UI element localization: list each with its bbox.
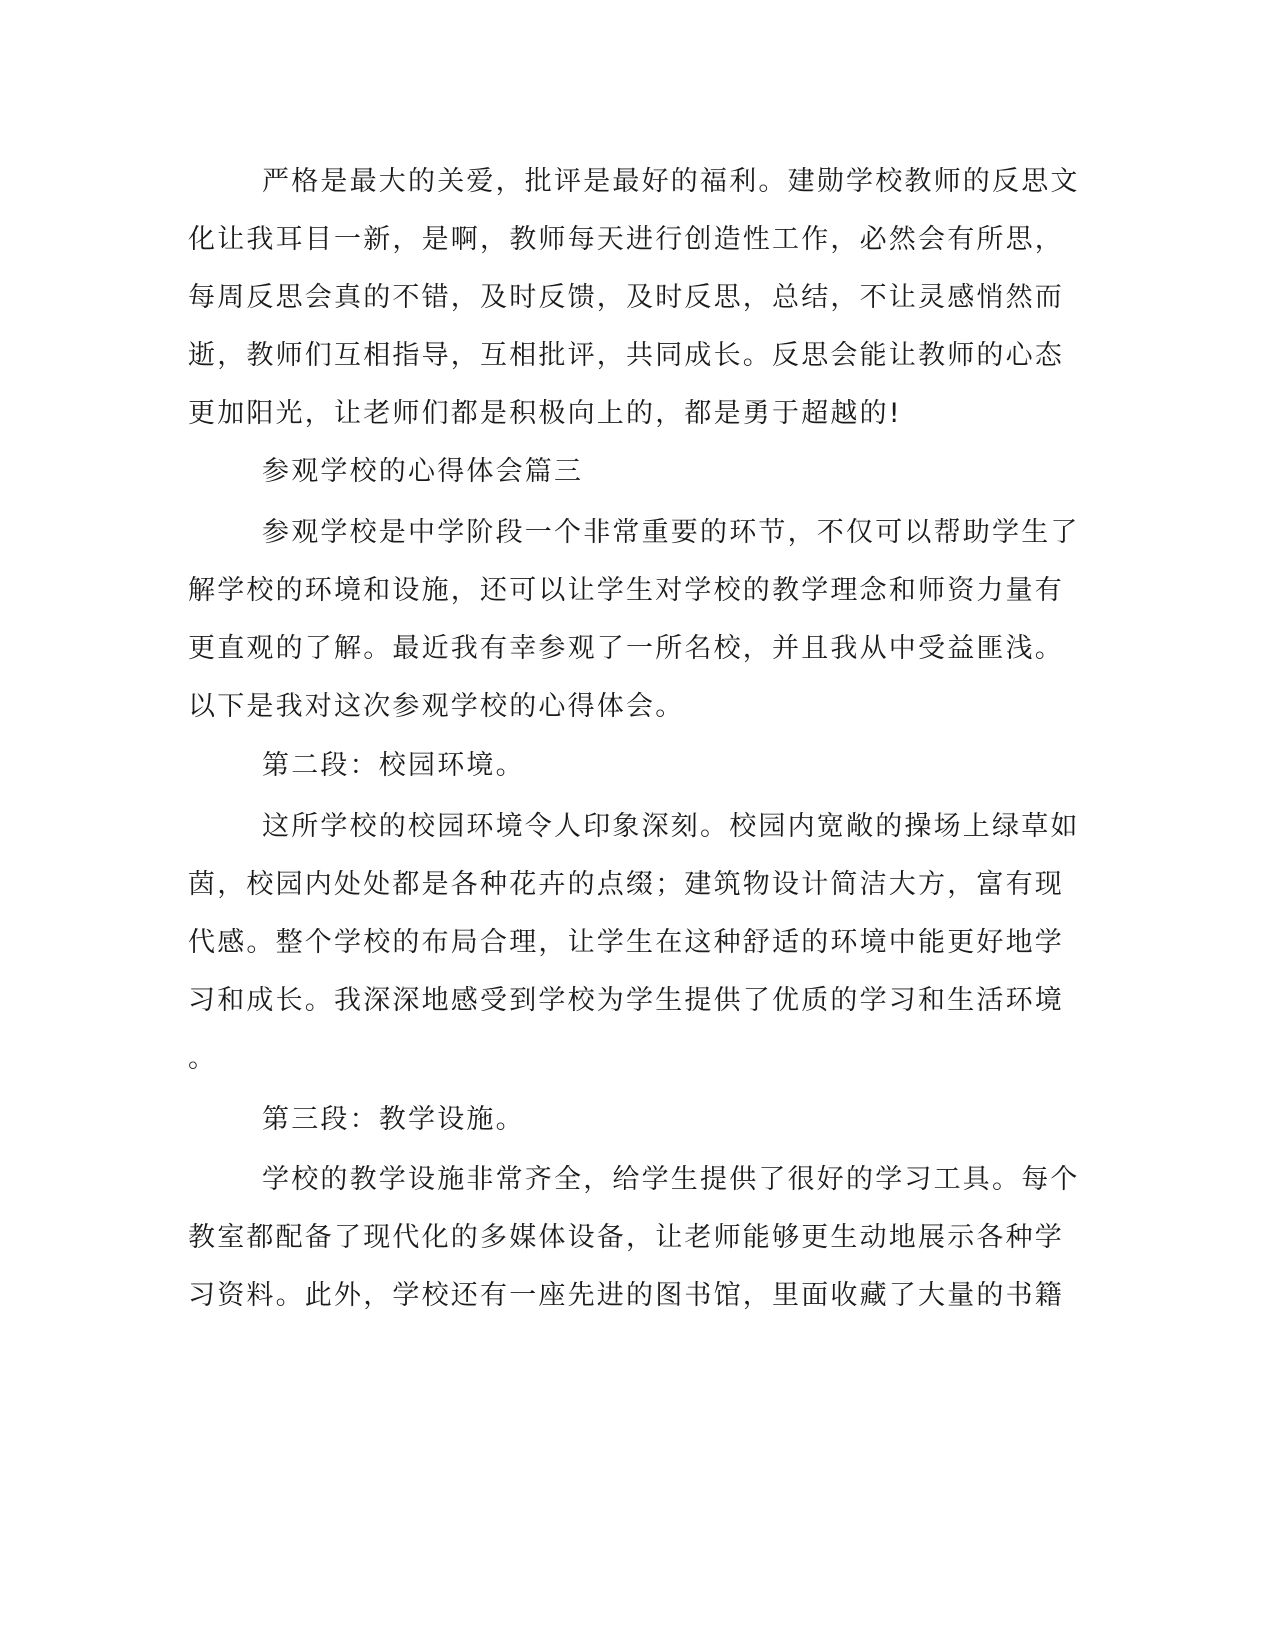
paragraph-line: 每周反思会真的不错，及时反馈，及时反思，总结，不让灵感悄然而 [188,282,1064,313]
paragraph-line: 习和成长。我深深地感受到学校为学生提供了优质的学习和生活环境 [188,985,1064,1016]
paragraph-line: 以下是我对这次参观学校的心得体会。 [188,691,685,722]
paragraph-line: 教室都配备了现代化的多媒体设备，让老师能够更生动地展示各种学 [188,1222,1064,1253]
paragraph-line: 这所学校的校园环境令人印象深刻。校园内宽敞的操场上绿草如 [262,811,1080,842]
paragraph-line: 代感。整个学校的布局合理，让学生在这种舒适的环境中能更好地学 [188,927,1064,958]
paragraph-line: 严格是最大的关爱，批评是最好的福利。建勋学校教师的反思文 [262,166,1080,197]
paragraph-line: 更加阳光，让老师们都是积极向上的，都是勇于超越的! [188,398,902,429]
section-heading: 参观学校的心得体会篇三 [262,456,584,487]
paragraph-line: 化让我耳目一新，是啊，教师每天进行创造性工作，必然会有所思， [188,224,1064,255]
paragraph-line: 参观学校是中学阶段一个非常重要的环节，不仅可以帮助学生了 [262,517,1080,548]
paragraph-line: 。 [188,1043,218,1074]
paragraph-line: 解学校的环境和设施，还可以让学生对学校的教学理念和师资力量有 [188,575,1064,606]
subsection-heading: 第三段：教学设施。 [262,1104,525,1135]
paragraph-line: 更直观的了解。最近我有幸参观了一所名校，并且我从中受益匪浅。 [188,633,1064,664]
paragraph-line: 逝，教师们互相指导，互相批评，共同成长。反思会能让教师的心态 [188,340,1064,371]
paragraph-line: 习资料。此外，学校还有一座先进的图书馆，里面收藏了大量的书籍 [188,1280,1064,1311]
subsection-heading: 第二段：校园环境。 [262,750,525,781]
paragraph-line: 学校的教学设施非常齐全，给学生提供了很好的学习工具。每个 [262,1164,1080,1195]
paragraph-line: 茵，校园内处处都是各种花卉的点缀；建筑物设计简洁大方，富有现 [188,869,1064,900]
